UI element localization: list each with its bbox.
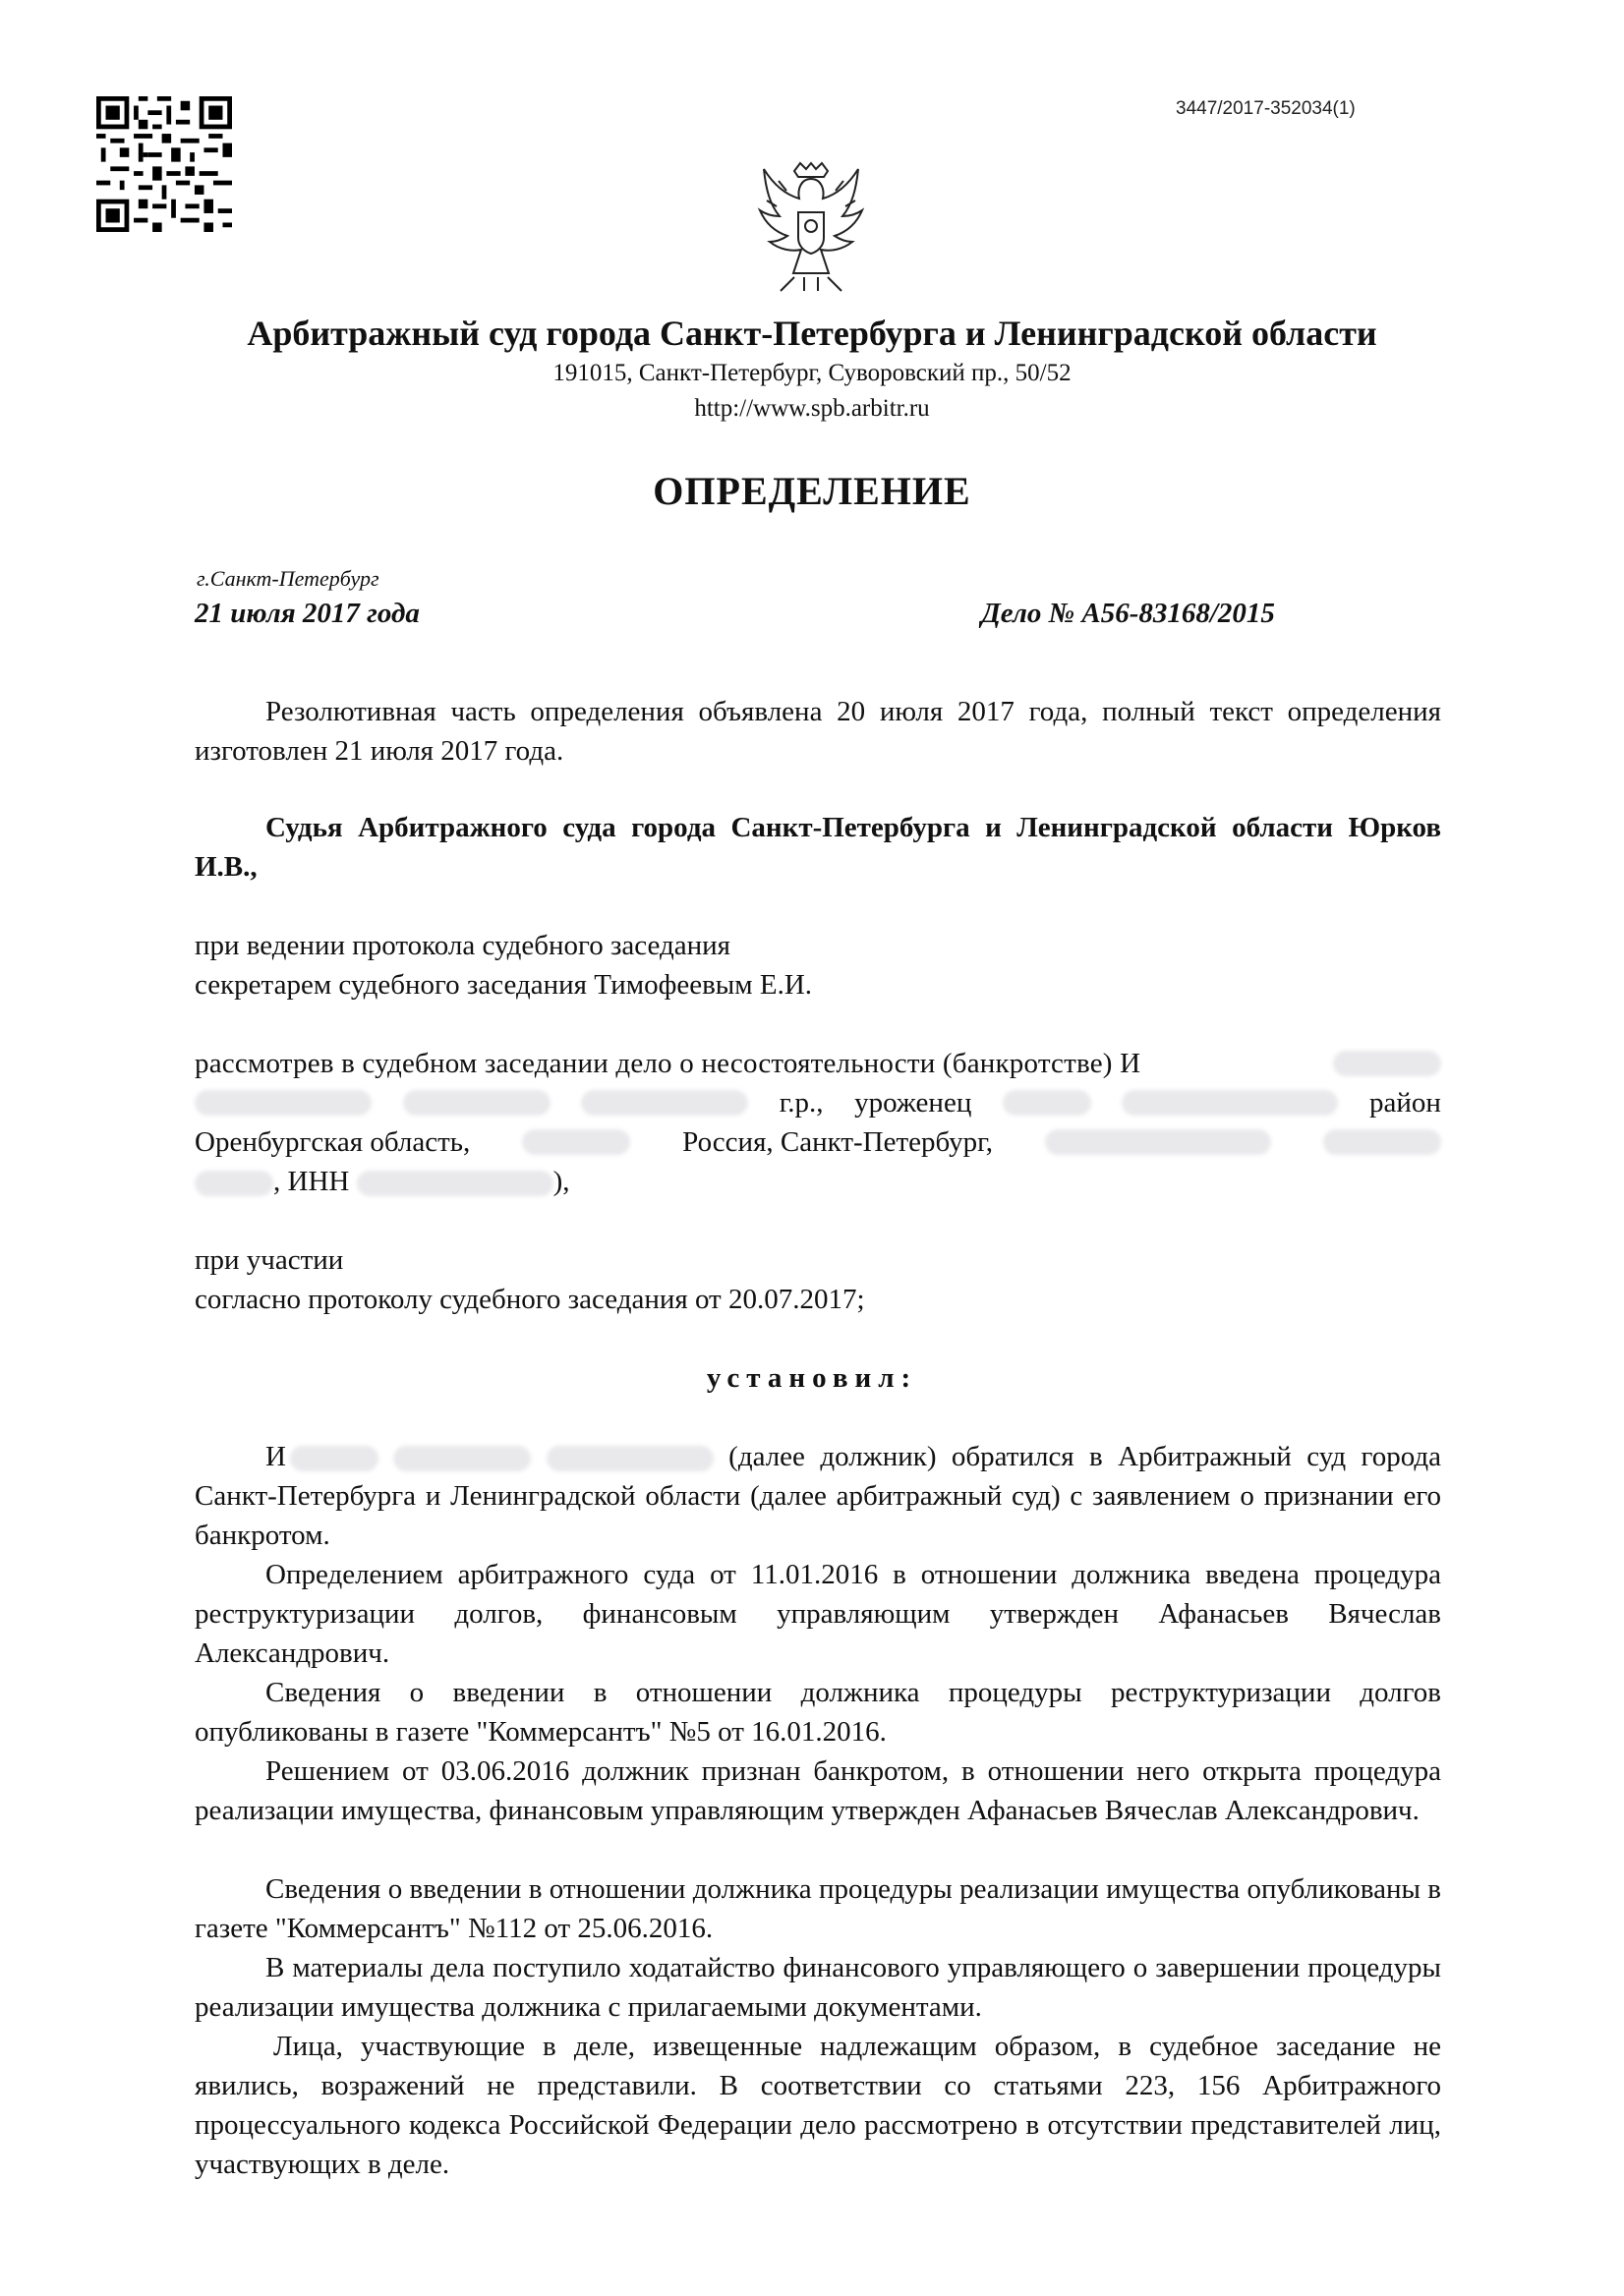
redacted-block	[1122, 1090, 1338, 1116]
protocol-line-2: секретарем судебного заседания Тимофеевым Е.И.	[195, 969, 813, 1001]
court-website: http://www.spb.arbitr.ru	[694, 395, 930, 422]
case-line-4-inn: , ИНН	[273, 1166, 350, 1197]
case-line-3-region: Оренбургская область,	[195, 1126, 471, 1158]
resolution-paragraph: Резолютивная часть определения объявлена 20 июля 2017 года, полный текст определения изготовлен 21 июля 2017 года.	[195, 696, 1441, 767]
case-line-4-end: ),	[552, 1166, 570, 1197]
redacted-block	[393, 1446, 531, 1471]
qr-code-icon	[96, 96, 232, 232]
established-heading: установил:	[706, 1362, 918, 1394]
participation-line-2: согласно протоколу судебного заседания от 20.07.2017;	[195, 1284, 865, 1315]
publication-paragraph-1: Сведения о введении в отношении должника процедуры реструктуризации долгов опубликованы в газете "Коммерсантъ" №5 от 16.01.2016.	[195, 1677, 1441, 1748]
case-line-2	[195, 1083, 1441, 1122]
redacted-block	[581, 1090, 748, 1116]
redacted-block	[1323, 1129, 1441, 1155]
redacted-block	[195, 1171, 273, 1196]
case-description-paragraph	[195, 1044, 1441, 1201]
document-title: ОПРЕДЕЛЕНИЕ	[653, 469, 971, 513]
protocol-line-1: при ведении протокола судебного заседания	[195, 930, 731, 961]
russian-coat-of-arms-icon	[747, 157, 875, 295]
debtor-paragraph	[195, 1437, 1441, 1555]
court-address: 191015, Санкт-Петербург, Суворовский пр., 50/52	[552, 360, 1072, 386]
case-number: Дело № А56-83168/2015	[981, 598, 1275, 629]
protocol-paragraph	[195, 926, 1441, 1004]
publication-paragraph-2: Сведения о введении в отношении должника процедуры реализации имущества опубликованы в газете "Коммерсантъ" №112 от 25.06.2016.	[195, 1873, 1441, 1944]
case-line-3	[195, 1122, 1441, 1162]
case-line-1-text: рассмотрев в судебном заседании дело о несостоятельности (банкротстве) И	[195, 1048, 1141, 1079]
debtor-paragraph-text: (далее должник) обратился в Арбитражный суд города Санкт-Петербурга и Ленинградской области (далее арбитражный суд) с заявлением о признании его банкротом.	[195, 1441, 1442, 1551]
persons-paragraph: Лица, участвующие в деле, извещенные надлежащим образом, в судебное заседание не явились, возражений не представили. В соответствии со статьями 223, 156 Арбитражного процессуального кодекса Российской Федерации дело рассмотрено в отсутствии представителей лиц, участвующих в деле.	[195, 2031, 1441, 2180]
redacted-block	[1045, 1129, 1271, 1155]
debtor-initial: И	[265, 1441, 286, 1472]
judge-paragraph: Судья Арбитражного суда города Санкт-Петербурга и Ленинградской области Юрков И.В.,	[195, 812, 1441, 883]
document-city: г.Санкт-Петербург	[197, 566, 379, 591]
motion-paragraph: В материалы дела поступило ходатайство финансового управляющего о завершении процедуры реализации имущества должника с прилагаемыми документами.	[195, 1952, 1441, 2023]
case-line-3-city: Россия, Санкт-Петербург,	[682, 1126, 994, 1158]
redacted-block	[1333, 1051, 1441, 1076]
case-line-2-year-suffix: г.р.,	[779, 1087, 824, 1119]
case-code: 3447/2017-352034(1)	[1176, 98, 1356, 119]
redacted-block	[1003, 1090, 1091, 1116]
case-line-1	[195, 1044, 1441, 1083]
document-date: 21 июля 2017 года	[195, 598, 420, 629]
case-line-2-born: уроженец	[854, 1087, 972, 1119]
court-name: Арбитражный суд города Санкт-Петербурга и Ленинградской области	[247, 314, 1377, 353]
case-line-2-district: район	[1369, 1087, 1441, 1119]
redacted-block	[195, 1090, 372, 1116]
definition-paragraph: Определением арбитражного суда от 11.01.2016 в отношении должника введена процедура реструктуризации долгов, финансовым управляющим утвержден Афанасьев Вячеслав Александрович.	[195, 1559, 1441, 1669]
participation-line-1: при участии	[195, 1244, 344, 1276]
participation-paragraph	[195, 1240, 1441, 1319]
redacted-block	[547, 1446, 714, 1471]
case-line-4	[195, 1162, 1441, 1201]
redacted-block	[290, 1446, 378, 1471]
decision-paragraph: Решением от 03.06.2016 должник признан банкротом, в отношении него открыта процедура реализации имущества, финансовым управляющим утвержден Афанасьев Вячеслав Александрович.	[195, 1755, 1441, 1826]
redacted-block	[522, 1129, 630, 1155]
redacted-block	[357, 1171, 553, 1196]
redacted-block	[403, 1090, 551, 1116]
